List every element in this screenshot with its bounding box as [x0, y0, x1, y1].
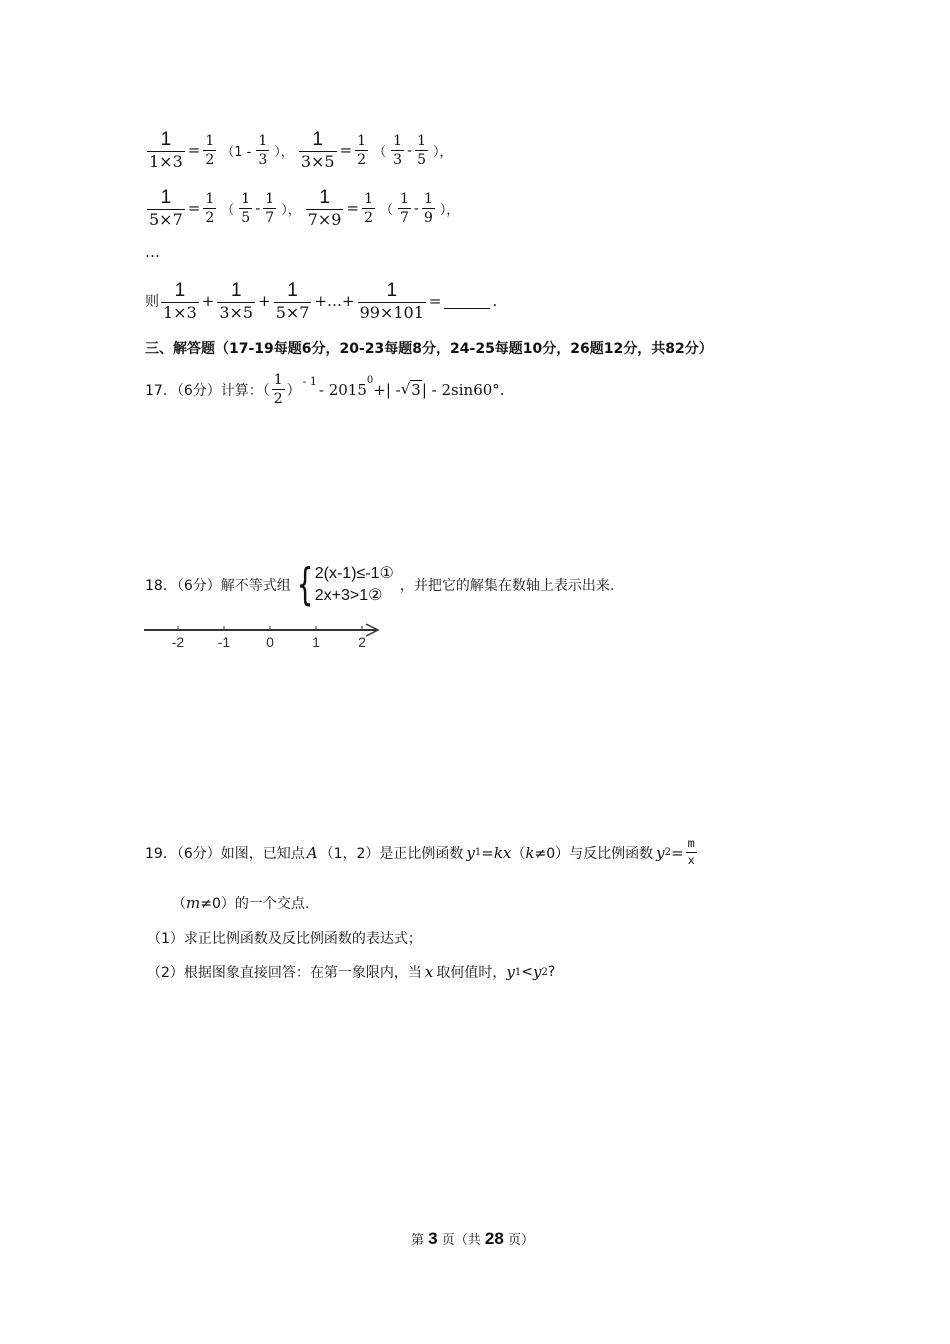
- number-line: [140, 618, 390, 652]
- fraction: $\frac{1}{9}$: [424, 190, 433, 226]
- fraction: $\frac{1}{3\times 5}$: [219, 280, 254, 322]
- ellipsis: …: [145, 243, 160, 261]
- series-line-1: $\frac{1}{1\times 3}$ = $\frac{1}{2}$ （1 - $\frac{1}{3}$ ）， $\frac{1}{3\times 5}$ = $\frac{1}{2}$ （ $\frac{1}{3}$ - $\frac{1}{5}$ ），: [149, 129, 453, 171]
- page-number: 3: [428, 1229, 438, 1248]
- inequality-system: 2(x-1)≤-1① 2x+3>1②: [314, 565, 394, 604]
- fraction: $\frac{1}{7}$: [400, 190, 409, 226]
- tick-label: 0: [266, 634, 274, 650]
- section-heading: 三、解答题（17-19每题6分，20-23每题8分，24-25每题10分，26题12分，共82分）: [145, 341, 713, 357]
- fraction: $\frac{1}{2}$: [205, 132, 215, 168]
- fraction: $\frac{1}{7}$: [265, 190, 275, 226]
- fraction: $\frac{1}{99\times 101}$: [359, 280, 424, 322]
- question-19-line-2: （ m ≠0）的一个交点.: [172, 894, 310, 912]
- fraction: $\frac{1}{1\times 3}$: [149, 129, 183, 171]
- fraction: $\frac{1}{2}$: [205, 190, 215, 226]
- tick-label: 2: [358, 634, 366, 650]
- fraction: $\frac{m}{x}$: [687, 837, 695, 868]
- fraction: $\frac{1}{5\times 7}$: [149, 187, 183, 229]
- fraction: $\frac{1}{1\times 3}$: [163, 280, 197, 322]
- question-19: 19．（6分）如图，已知点 A （1，2）是正比例函数 y 1 = kx （ k ≠0）与反比例函数 y 2 = $\frac{m}{x}$: [145, 837, 695, 868]
- fraction: $\frac{1}{2}$: [273, 372, 283, 407]
- tick-label: -2: [171, 634, 185, 650]
- answer-blank: [444, 294, 490, 309]
- fraction: $\frac{1}{7\times 9}$: [307, 187, 342, 229]
- fraction: $\frac{1}{3}$: [393, 132, 403, 168]
- brace: {: [296, 559, 314, 610]
- fraction: $\frac{1}{5}$: [417, 132, 427, 168]
- series-line-2: $\frac{1}{5\times 7}$ = $\frac{1}{2}$ （ $\frac{1}{5}$ - $\frac{1}{7}$ ）， $\frac{1}{7\times 9}$ = $\frac{1}{2}$ （ $\frac{1}{7}$ - $\frac{1}{9}$ ），: [149, 187, 460, 229]
- fraction: $\frac{1}{5}$: [241, 190, 251, 226]
- tick-label: -1: [217, 634, 231, 650]
- fraction: $\frac{1}{2}$: [357, 132, 367, 168]
- series-sum-line: 则 $\frac{1}{1\times 3}$ + $\frac{1}{3\times 5}$ + $\frac{1}{5\times 7}$ +…+ $\frac{1}{99\times 101}$ = .: [145, 280, 498, 322]
- total-pages: 28: [484, 1229, 504, 1248]
- question-19-part-2: （2）根据图象直接回答：在第一象限内，当 x 取何值时， y 1 < y 2 ?: [147, 963, 556, 981]
- fraction: $\frac{1}{2}$: [364, 190, 373, 226]
- fraction: $\frac{1}{5\times 7}$: [275, 280, 310, 322]
- page-footer: 第 3 页（共 28 页）: [411, 1229, 534, 1248]
- question-17: 17．（6分）计算：（ $\frac{1}{2}$ ） $^{- 1}$ - 2015 $^0$ +| - √ 3 | - 2sin60°.: [145, 372, 505, 407]
- tick-label: 1: [312, 634, 320, 650]
- fraction: $\frac{1}{3}$: [258, 132, 268, 168]
- question-19-part-1: （1）求正比例函数及反比例函数的表达式；: [147, 931, 422, 947]
- fraction: $\frac{1}{3\times 5}$: [300, 129, 335, 171]
- square-root: √ 3: [400, 380, 421, 399]
- question-18: 18．（6分）解不等式组 { 2(x-1)≤-1① 2x+3>1② ，并把它的解集在数轴上表示出来.: [145, 559, 615, 610]
